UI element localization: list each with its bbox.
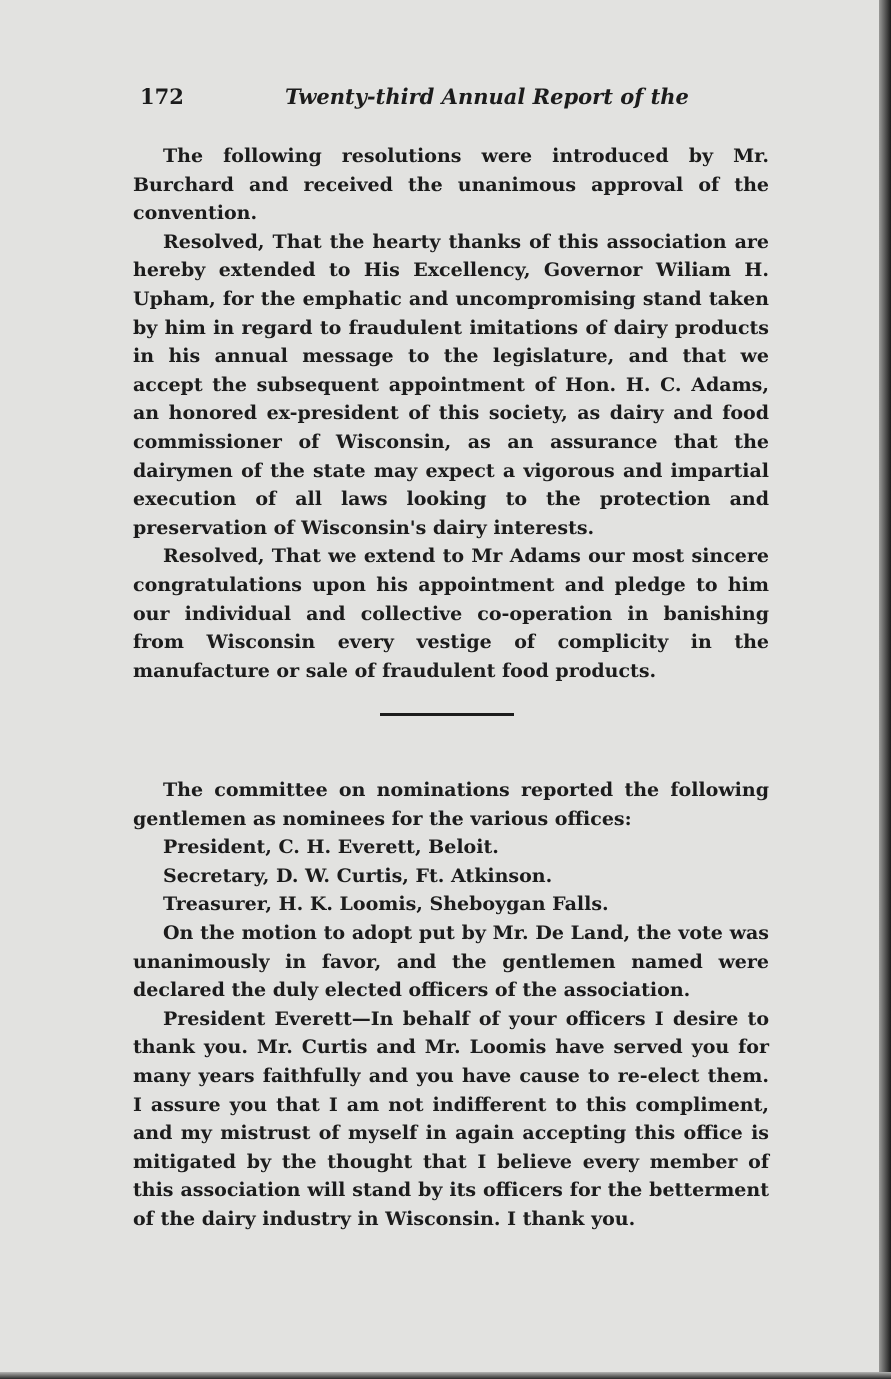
second-resolution-paragraph: Resolved, That we extend to Mr Adams our most sincere congratulations upon his appointment and pledge to him our individual and collective co-operation in banishing from Wisconsin every vestige of complicity in the manufacture or sale of fraudulent food products. bbox=[133, 545, 769, 682]
resolutions-section bbox=[133, 142, 769, 685]
page-edge-shadow bbox=[879, 0, 891, 1379]
page-bottom-shadow bbox=[0, 1372, 891, 1379]
page-header bbox=[140, 84, 770, 118]
nominee-secretary: Secretary, D. W. Curtis, Ft. Atkinson. bbox=[163, 864, 553, 887]
nominee-treasurer: Treasurer, H. K. Loomis, Sheboygan Falls. bbox=[163, 893, 609, 916]
running-title: Twenty-third Annual Report of the bbox=[285, 84, 689, 109]
nominations-section bbox=[133, 776, 769, 1234]
resolutions-intro-paragraph: The following resolutions were introduced by Mr. Burchard and received the unanimous approval of the convention. bbox=[133, 145, 769, 225]
nominee-president: President, C. H. Everett, Beloit. bbox=[163, 836, 499, 859]
president-speech-paragraph: President Everett—In behalf of your officers I desire to thank you. Mr. Curtis and Mr. Loomis have served you for many years faithfully and you have cause to re-elect them. I assure you that I am not indifferent to this compliment, and my mistrust of myself in again accepting this office is mitigated by the thought that I believe every member of this association will stand by its officers for the betterment of the dairy industry in Wisconsin. I thank you. bbox=[133, 1007, 769, 1230]
page-number: 172 bbox=[140, 84, 184, 109]
section-divider bbox=[380, 713, 514, 716]
nominations-intro-paragraph: The committee on nominations reported the following gentlemen as nominees for the various offices: bbox=[133, 779, 769, 830]
first-resolution-paragraph: Resolved, That the hearty thanks of this association are hereby extended to His Excellency, Governor Wiliam H. Upham, for the emphatic and uncompromising stand taken by him in regard to fraudulent imitations of dairy products in his annual message to the legislature, and that we accept the subsequent appointment of Hon. H. C. Adams, an honored ex-president of this society, as dairy and food commissioner of Wisconsin, as an assurance that the dairymen of the state may expect a vigorous and impartial execution of all laws looking to the protection and preservation of Wisconsin's dairy interests. bbox=[133, 230, 769, 539]
motion-paragraph: On the motion to adopt put by Mr. De Land, the vote was unanimously in favor, and the gentlemen named were declared the duly elected officers of the association. bbox=[133, 921, 769, 1002]
